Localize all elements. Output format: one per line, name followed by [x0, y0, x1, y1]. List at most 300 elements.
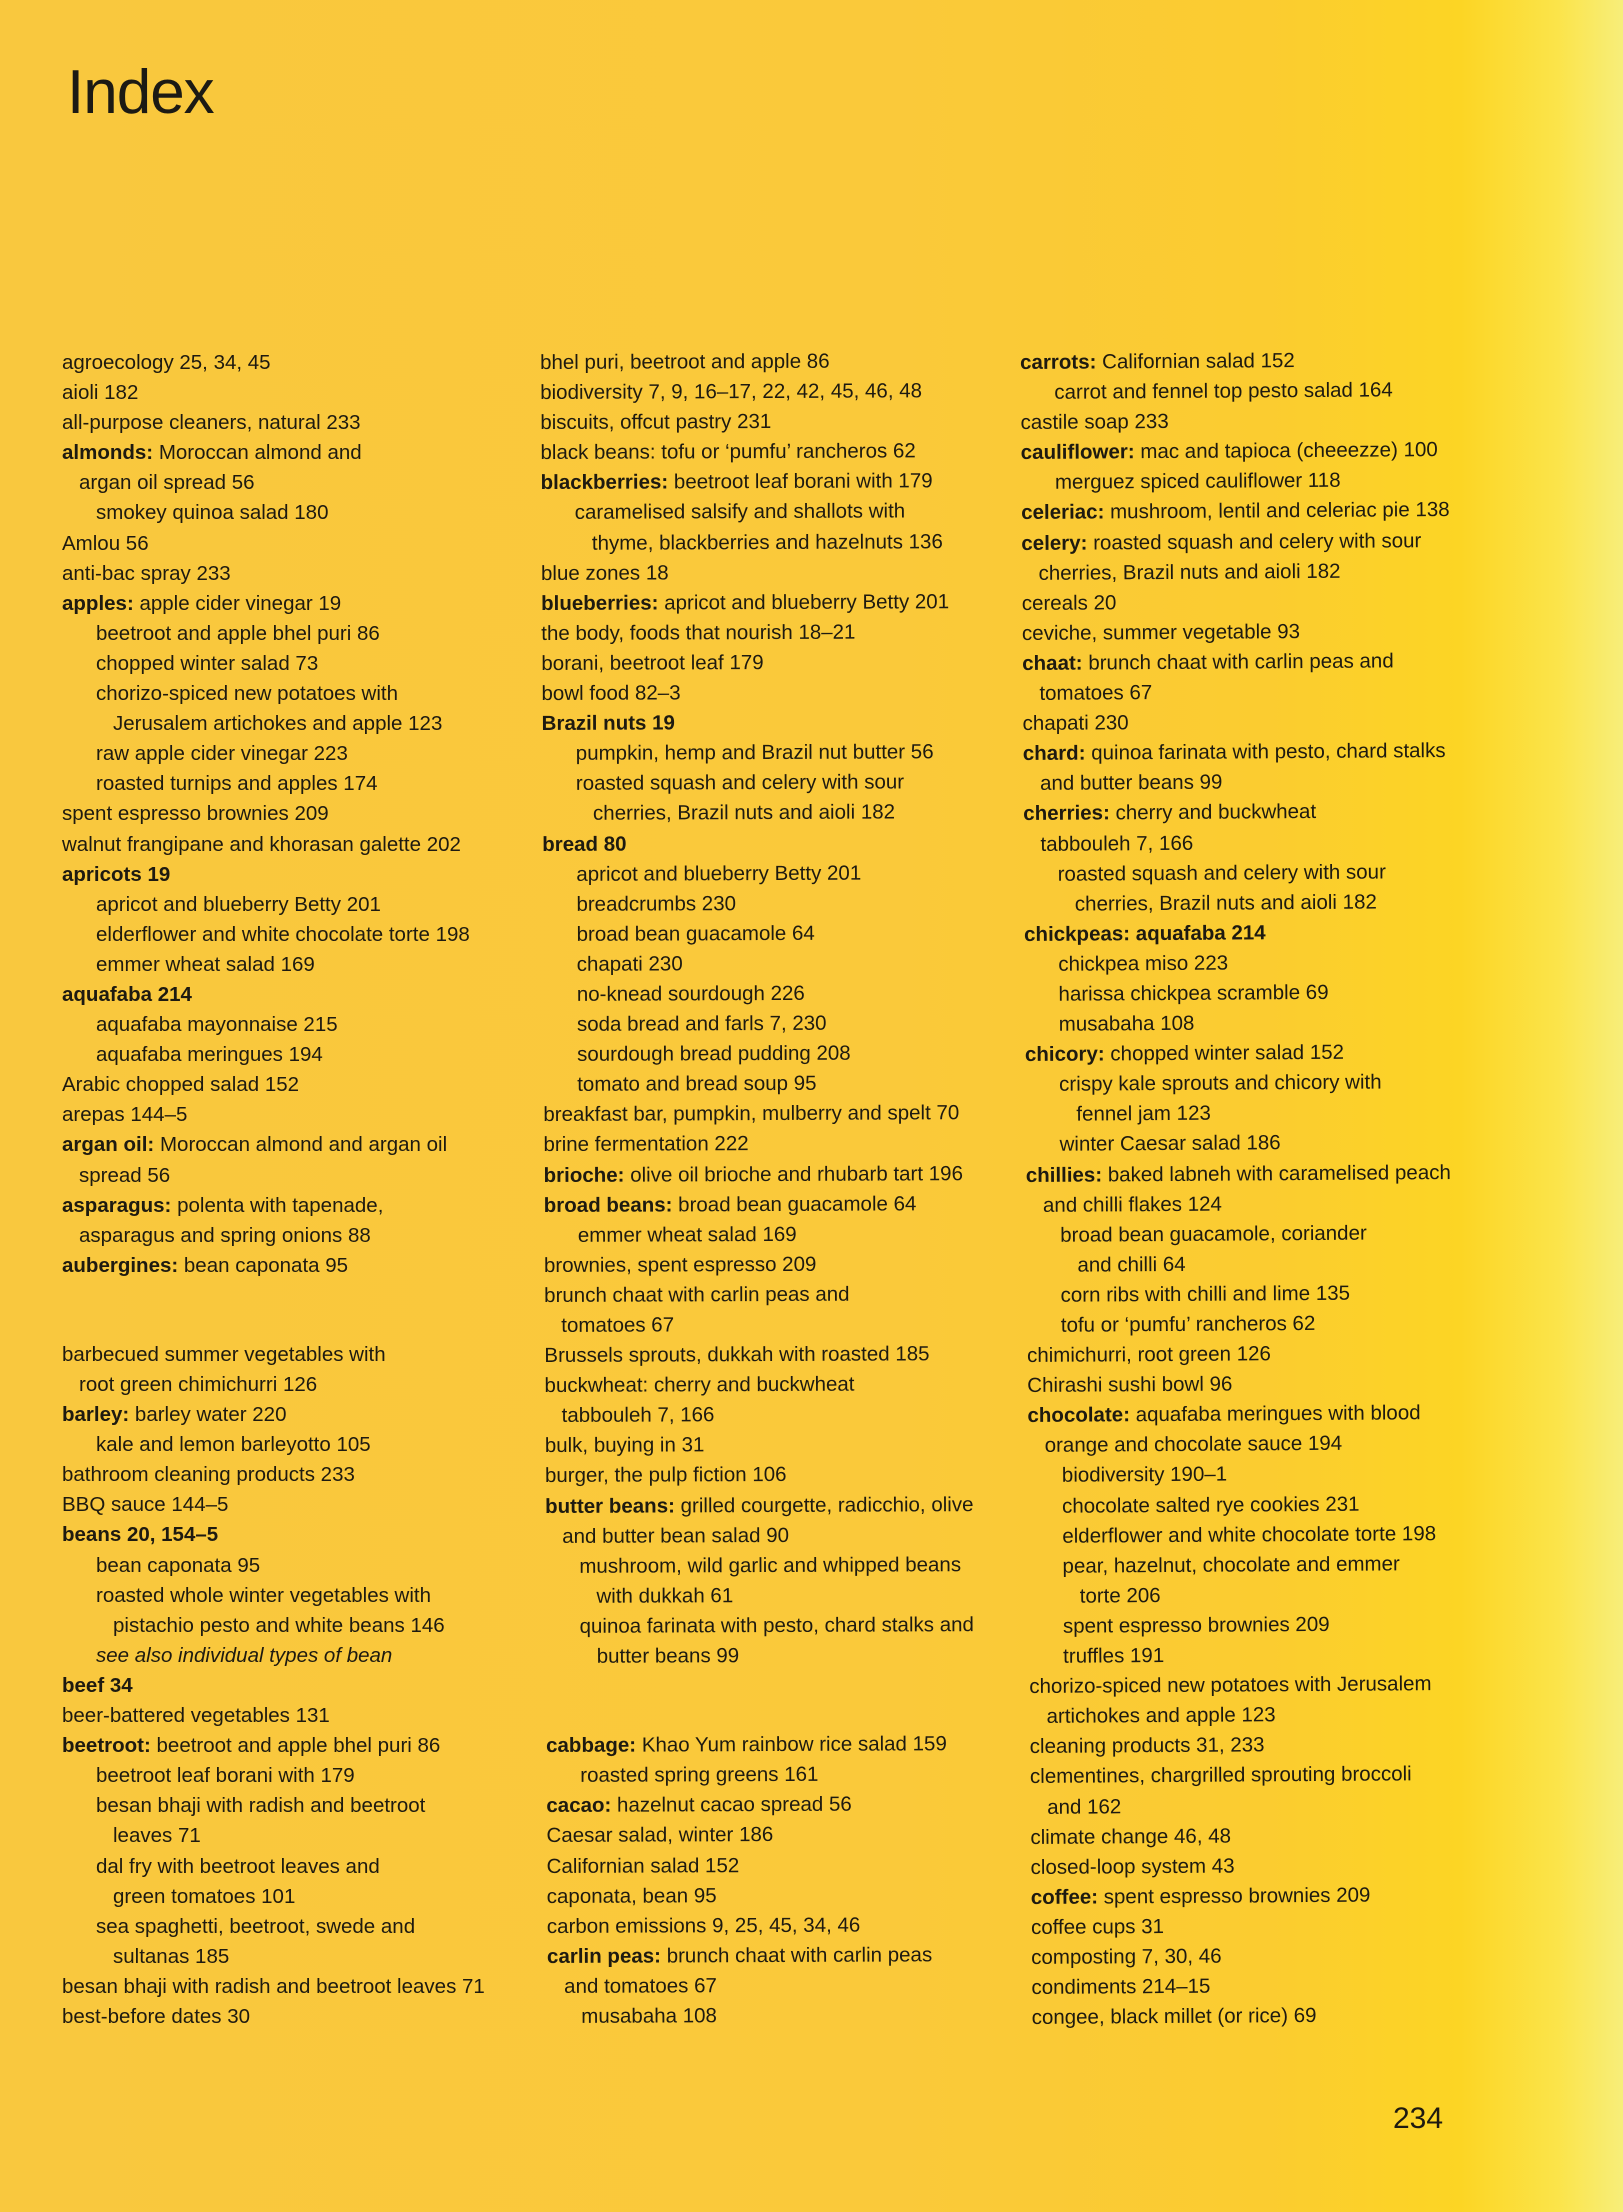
index-text: arepas 144–5	[62, 1103, 188, 1127]
index-text: coffee cups 31	[1030, 1914, 1165, 1939]
index-entry	[62, 1852, 532, 1882]
index-heading: brioche:	[543, 1163, 625, 1187]
index-heading: blueberries:	[541, 591, 659, 615]
index-heading: Brazil nuts 19	[541, 711, 675, 736]
index-text: black beans: tofu or ‘pumfu’ rancheros 62	[540, 439, 916, 465]
index-text: chopped winter salad 73	[96, 651, 319, 675]
index-heading: apples:	[62, 591, 134, 615]
index-entry	[1028, 1428, 1498, 1461]
index-entry	[1022, 676, 1492, 709]
index-entry	[545, 1429, 1015, 1461]
index-entry	[1029, 1699, 1499, 1732]
index-entry	[62, 1972, 532, 2002]
index-text: beetroot leaf borani with 179	[96, 1764, 355, 1788]
section-gap	[62, 1281, 532, 1340]
index-text: besan bhaji with radish and beetroot	[96, 1794, 426, 1818]
index-cross-reference: see also individual types of bean	[96, 1643, 393, 1667]
index-entry	[544, 1279, 1014, 1311]
index-text: kale and lemon barleyotto 105	[96, 1433, 371, 1457]
index-entry	[1030, 1729, 1500, 1762]
index-entry	[62, 438, 532, 468]
index-entry	[62, 1671, 532, 1701]
index-entry	[547, 2000, 1017, 2032]
index-entry	[544, 1249, 1014, 1281]
page-number: 234	[1393, 2102, 1444, 2135]
index-entry	[547, 1940, 1017, 1972]
index-entry	[544, 1219, 1014, 1251]
index-text: and tomatoes 67	[564, 1974, 717, 1998]
index-entry	[544, 1189, 1014, 1221]
index-text: chapati 230	[576, 952, 683, 976]
index-text: olive oil brioche and rhubarb tart 196	[624, 1161, 963, 1187]
index-entry	[545, 1580, 1015, 1612]
index-text: besan bhaji with radish and beetroot leaves 71	[62, 1974, 485, 1998]
index-entry	[62, 1761, 532, 1791]
index-entry	[62, 950, 532, 980]
index-heading: carlin peas:	[546, 1944, 662, 1968]
index-entry	[62, 1912, 532, 1942]
section-gap	[546, 1670, 1016, 1731]
index-entry	[1022, 616, 1492, 649]
index-text: butter beans 99	[596, 1644, 740, 1668]
index-entry	[62, 799, 532, 829]
index-text: bathroom cleaning products 233	[62, 1463, 355, 1487]
index-text: argan oil spread 56	[79, 471, 255, 495]
index-text: elderflower and white chocolate torte 198	[1062, 1521, 1437, 1548]
index-text: broad bean guacamole 64	[672, 1191, 917, 1217]
index-text: polenta with tapenade,	[171, 1193, 384, 1217]
index-text: ceviche, summer vegetable 93	[1021, 619, 1301, 645]
index-entry	[543, 1008, 1013, 1040]
index-entry	[1031, 1849, 1501, 1882]
index-text: chickpea miso 223	[1058, 951, 1229, 976]
index-text: breadcrumbs 230	[576, 891, 737, 916]
index-text: grilled courgette, radicchio, olive	[674, 1492, 974, 1517]
index-entry	[543, 1038, 1013, 1070]
index-text: dal fry with beetroot leaves and	[96, 1854, 380, 1878]
index-text: carrot and fennel top pesto salad 164	[1054, 378, 1393, 404]
index-entry	[1028, 1518, 1498, 1551]
index-entry	[62, 739, 532, 769]
index-text: apricot and blueberry Betty 201	[658, 589, 950, 615]
index-text: Caesar salad, winter 186	[546, 1823, 774, 1848]
index-text: Moroccan almond and argan oil	[154, 1133, 448, 1157]
index-entry	[62, 709, 532, 739]
index-entry	[547, 1880, 1017, 1912]
index-entry	[1027, 1368, 1497, 1401]
index-text: all-purpose cleaners, natural 233	[62, 411, 361, 435]
index-text: anti-bac spray 233	[62, 561, 231, 585]
index-entry	[1027, 1308, 1497, 1341]
index-entry	[542, 797, 1012, 829]
index-entry	[1031, 1910, 1501, 1943]
index-text: musabaha 108	[1058, 1011, 1195, 1036]
index-entry	[62, 1882, 532, 1912]
index-entry	[1024, 916, 1494, 949]
index-heading: chicory:	[1024, 1042, 1105, 1067]
index-text: and 162	[1047, 1794, 1122, 1819]
index-entry	[544, 1369, 1014, 1401]
index-text: broad bean guacamole, coriander	[1060, 1221, 1367, 1247]
index-entry	[62, 1490, 532, 1520]
index-text: cleaning products 31, 233	[1029, 1733, 1265, 1759]
index-column-2	[540, 346, 1017, 2032]
index-heading: butter beans:	[545, 1493, 675, 1518]
index-text: cherries, Brazil nuts and aioli 182	[1038, 559, 1341, 585]
index-text: bean caponata 95	[96, 1553, 261, 1577]
index-text: artichokes and apple 123	[1046, 1703, 1276, 1729]
index-entry	[541, 587, 1011, 619]
index-text: sultanas 185	[113, 1944, 230, 1968]
index-entry	[542, 737, 1012, 769]
index-text: closed-loop system 43	[1030, 1854, 1235, 1879]
index-entry	[1028, 1548, 1498, 1581]
index-entry	[542, 707, 1012, 739]
index-entry	[544, 1339, 1014, 1371]
index-text: burger, the pulp fiction 106	[544, 1463, 787, 1488]
index-entry	[1021, 555, 1491, 588]
index-text: chocolate salted rye cookies 231	[1062, 1492, 1360, 1518]
index-text: roasted spring greens 161	[580, 1763, 819, 1788]
index-entry	[1025, 1037, 1495, 1070]
index-text: tabbouleh 7, 166	[561, 1403, 715, 1428]
index-text: beetroot leaf borani with 179	[668, 469, 933, 494]
index-entry	[546, 1640, 1016, 1672]
index-entry	[1024, 856, 1494, 889]
index-text: aquafaba mayonnaise 215	[96, 1013, 338, 1037]
index-text: biscuits, offcut pastry 231	[540, 410, 772, 435]
index-entry	[62, 830, 532, 860]
index-entry	[1023, 826, 1493, 859]
index-entry	[62, 1191, 532, 1221]
index-entry	[62, 1460, 532, 1490]
index-entry	[62, 378, 532, 408]
index-text: thyme, blackberries and hazelnuts 136	[591, 529, 943, 555]
index-entry	[1026, 1187, 1496, 1220]
index-text: corn ribs with chilli and lime 135	[1060, 1281, 1351, 1307]
index-text: musabaha 108	[581, 2004, 717, 2028]
index-text: leaves 71	[113, 1824, 201, 1848]
index-text: chopped winter salad 152	[1104, 1040, 1345, 1066]
index-text: Khao Yum rainbow rice salad 159	[636, 1732, 947, 1757]
index-text: apricot and blueberry Betty 201	[576, 861, 862, 886]
index-text: tomatoes 67	[1039, 681, 1153, 705]
index-text: cereals 20	[1021, 591, 1117, 615]
index-text: composting 7, 30, 46	[1031, 1944, 1222, 1969]
index-text: and butter beans 99	[1039, 770, 1223, 796]
index-entry	[62, 1251, 532, 1281]
index-text: Californian salad 152	[1096, 349, 1295, 374]
index-entry	[1021, 465, 1491, 498]
index-heading: carrots:	[1020, 350, 1097, 374]
index-text: apple cider vinegar 19	[133, 591, 342, 615]
index-entry	[62, 980, 532, 1010]
index-entry	[1028, 1458, 1498, 1491]
index-entry	[545, 1520, 1015, 1552]
index-text: mac and tapioca (cheeezze) 100	[1134, 438, 1438, 464]
index-entry	[62, 1791, 532, 1821]
index-entry	[542, 858, 1012, 890]
index-text: crispy kale sprouts and chicory with	[1059, 1070, 1382, 1096]
index-entry	[62, 1821, 532, 1851]
index-heading: bread 80	[542, 832, 627, 856]
index-text: and chilli flakes 124	[1042, 1192, 1222, 1217]
index-entry	[542, 888, 1012, 920]
index-entry	[546, 1729, 1016, 1761]
index-text: roasted whole winter vegetables with	[96, 1583, 432, 1607]
index-entry	[62, 1221, 532, 1251]
index-entry	[1029, 1579, 1499, 1612]
index-text: Arabic chopped salad 152	[62, 1073, 300, 1097]
index-entry	[1021, 435, 1491, 468]
index-text: beetroot and apple bhel puri 86	[150, 1734, 441, 1758]
index-text: Moroccan almond and	[153, 441, 362, 465]
index-entry	[545, 1550, 1015, 1582]
index-entry	[62, 1370, 532, 1400]
index-entry	[1020, 405, 1490, 438]
index-entry	[542, 767, 1012, 799]
index-entry	[540, 346, 1010, 378]
index-text: chimichurri, root green 126	[1026, 1342, 1271, 1368]
index-entry	[544, 1158, 1014, 1190]
index-entry	[1022, 646, 1492, 679]
index-text: spent espresso brownies 209	[62, 802, 329, 826]
index-text: spent espresso brownies 209	[1097, 1883, 1371, 1909]
index-text: apricot and blueberry Betty 201	[96, 892, 381, 916]
index-text: caramelised salsify and shallots with	[574, 499, 906, 525]
index-entry	[1024, 886, 1494, 919]
index-entry	[546, 1789, 1016, 1821]
index-entry	[541, 496, 1011, 528]
index-text: cherries, Brazil nuts and aioli 182	[1074, 890, 1377, 916]
index-text: brunch chaat with carlin peas and	[1082, 649, 1394, 675]
index-heading: beans 20, 154–5	[62, 1523, 219, 1547]
index-text: brunch chaat with carlin peas	[660, 1943, 933, 1968]
index-entry	[541, 466, 1011, 498]
index-entry	[547, 1910, 1017, 1942]
index-entry	[62, 559, 532, 589]
index-heading: chocolate:	[1027, 1403, 1131, 1428]
index-text: and chilli 64	[1077, 1252, 1186, 1277]
index-heading: aubergines:	[62, 1253, 179, 1277]
index-text: quinoa farinata with pesto, chard stalks and	[579, 1613, 974, 1638]
index-column-1	[62, 348, 532, 2032]
index-entry	[62, 348, 532, 378]
index-entry	[1024, 977, 1494, 1010]
index-text: condiments 214–15	[1031, 1974, 1211, 2000]
index-entry	[543, 948, 1013, 980]
index-text: brownies, spent espresso 209	[543, 1252, 817, 1277]
index-heading: cacao:	[546, 1794, 612, 1818]
index-entry	[543, 1068, 1013, 1100]
index-entry	[62, 1340, 532, 1370]
index-text: and butter bean salad 90	[562, 1523, 790, 1548]
index-heading: barley:	[62, 1403, 130, 1427]
index-text: brunch chaat with carlin peas and	[544, 1282, 850, 1307]
index-text: cherries, Brazil nuts and aioli 182	[592, 800, 896, 826]
index-entry	[62, 1520, 532, 1550]
index-heading: chickpeas: aquafaba 214	[1024, 921, 1266, 946]
index-entry	[62, 649, 532, 679]
index-entry	[62, 1731, 532, 1761]
index-text: root green chimichurri 126	[79, 1373, 318, 1396]
index-text: castile soap 233	[1020, 410, 1169, 435]
index-heading: almonds:	[62, 441, 154, 465]
index-text: Chirashi sushi bowl 96	[1027, 1372, 1233, 1398]
index-text: fennel jam 123	[1076, 1102, 1211, 1126]
index-text: breakfast bar, pumpkin, mulberry and spelt 70	[543, 1101, 960, 1127]
index-entry	[1023, 706, 1493, 739]
index-entry	[1021, 495, 1491, 528]
index-heading: chard:	[1022, 741, 1086, 766]
index-heading: chillies:	[1025, 1162, 1103, 1187]
index-text: torte 206	[1079, 1583, 1161, 1608]
index-entry	[62, 589, 532, 619]
index-entry	[62, 2002, 532, 2032]
index-entry	[62, 1130, 532, 1160]
index-entry	[62, 1430, 532, 1460]
index-text: soda bread and farls 7, 230	[576, 1011, 827, 1036]
index-text: hazelnut cacao spread 56	[611, 1792, 852, 1818]
index-text: aquafaba meringues with blood	[1129, 1401, 1421, 1427]
index-text: brine fermentation 222	[543, 1132, 749, 1157]
index-text: agroecology 25, 34, 45	[62, 351, 271, 374]
index-entry	[542, 827, 1012, 859]
index-heading: asparagus:	[62, 1193, 172, 1217]
index-entry	[62, 1581, 532, 1611]
index-text: caponata, bean 95	[546, 1883, 717, 1908]
index-entry	[1024, 947, 1494, 980]
index-heading: broad beans:	[543, 1193, 673, 1217]
index-text: tomato and bread soup 95	[577, 1072, 817, 1097]
index-entry	[1028, 1488, 1498, 1521]
index-entry	[543, 978, 1013, 1010]
index-heading: cabbage:	[546, 1733, 637, 1758]
index-entry	[542, 918, 1012, 950]
index-entry	[1029, 1639, 1499, 1672]
index-entry	[62, 408, 532, 438]
index-text: biodiversity 190–1	[1061, 1463, 1228, 1488]
index-entry	[62, 1010, 532, 1040]
index-entry	[62, 1611, 532, 1641]
index-text: no-knead sourdough 226	[576, 981, 805, 1006]
index-entry	[540, 406, 1010, 438]
index-heading: cauliflower:	[1020, 440, 1135, 465]
index-text: carbon emissions 9, 25, 45, 34, 46	[546, 1913, 861, 1938]
index-text: Jerusalem artichokes and apple 123	[113, 712, 443, 736]
index-text: beetroot and apple bhel puri 86	[96, 621, 380, 645]
index-text: winter Caesar salad 186	[1059, 1131, 1281, 1157]
index-text: sea spaghetti, beetroot, swede and	[96, 1914, 416, 1938]
index-text: tabbouleh 7, 166	[1040, 831, 1194, 856]
index-entry	[544, 1309, 1014, 1341]
index-text: blue zones 18	[540, 561, 669, 585]
index-entry	[1031, 1940, 1501, 1973]
index-text: baked labneh with caramelised peach	[1102, 1160, 1451, 1186]
index-text: emmer wheat salad 169	[577, 1222, 797, 1247]
index-entry	[62, 1161, 532, 1191]
index-text: Amlou 56	[62, 531, 149, 555]
index-text: orange and chocolate sauce 194	[1044, 1432, 1343, 1458]
index-entry	[1032, 2000, 1502, 2033]
index-entry	[1020, 375, 1490, 408]
index-entry	[1022, 585, 1492, 618]
index-entry	[540, 436, 1010, 468]
index-entry	[541, 557, 1011, 589]
index-entry	[540, 376, 1010, 408]
index-text: beer-battered vegetables 131	[62, 1704, 330, 1728]
index-heading: cherries:	[1023, 801, 1110, 826]
index-entry	[1030, 1819, 1500, 1852]
index-text: bhel puri, beetroot and apple 86	[540, 349, 830, 374]
index-entry	[546, 1759, 1016, 1791]
index-text: biodiversity 7, 9, 16–17, 22, 42, 45, 46, 48	[540, 379, 923, 405]
index-text: walnut frangipane and khorasan galette 202	[62, 832, 461, 856]
index-entry	[546, 1610, 1016, 1642]
index-text: the body, foods that nourish 18–21	[541, 620, 856, 645]
index-entry	[1031, 1879, 1501, 1912]
index-text: chorizo-spiced new potatoes with	[96, 682, 398, 706]
index-text: quinoa farinata with pesto, chard stalks	[1085, 739, 1446, 765]
index-entry	[1030, 1759, 1500, 1792]
index-entry	[1025, 1097, 1495, 1130]
index-heading: blackberries:	[540, 470, 669, 495]
index-text: chorizo-spiced new potatoes with Jerusalem	[1029, 1672, 1432, 1699]
index-entry	[543, 1128, 1013, 1160]
index-entry	[545, 1399, 1015, 1431]
index-text: climate change 46, 48	[1030, 1824, 1232, 1849]
index-entry	[1025, 1007, 1495, 1040]
index-text: bowl food 82–3	[541, 681, 681, 706]
index-entry	[62, 769, 532, 799]
index-text: pear, hazelnut, chocolate and emmer	[1062, 1552, 1400, 1578]
index-text: spread 56	[79, 1163, 171, 1187]
index-entry	[1025, 1127, 1495, 1160]
index-entry	[545, 1459, 1015, 1491]
index-text: congee, black millet (or rice) 69	[1031, 2004, 1317, 2030]
index-text: mushroom, wild garlic and whipped beans	[579, 1552, 962, 1578]
index-entry	[1023, 736, 1493, 769]
index-entry	[62, 1942, 532, 1972]
index-text: cherry and buckwheat	[1109, 800, 1317, 825]
index-text: Californian salad 152	[546, 1853, 740, 1878]
index-entry	[62, 529, 532, 559]
index-text: barley water 220	[129, 1403, 287, 1427]
index-entry	[62, 498, 532, 528]
index-entry	[545, 1490, 1015, 1522]
index-heading: beef 34	[62, 1673, 133, 1697]
index-entry	[62, 1070, 532, 1100]
index-text: pistachio pesto and white beans 146	[113, 1613, 445, 1637]
index-text: best-before dates 30	[62, 2004, 251, 2028]
index-entry	[1026, 1157, 1496, 1190]
index-text: bean caponata 95	[178, 1253, 349, 1277]
index-text: aioli 182	[62, 381, 139, 405]
index-entry	[1020, 345, 1490, 378]
index-entry	[1030, 1789, 1500, 1822]
index-entry	[1026, 1248, 1496, 1281]
index-text: harissa chickpea scramble 69	[1058, 980, 1329, 1006]
index-text: pumpkin, hemp and Brazil nut butter 56	[575, 740, 934, 766]
index-heading: celery:	[1021, 531, 1088, 555]
index-entry	[541, 647, 1011, 679]
index-heading: celeriac:	[1021, 500, 1105, 525]
index-text: bulk, buying in 31	[544, 1433, 705, 1458]
index-heading: beetroot:	[62, 1734, 151, 1758]
index-text: emmer wheat salad 169	[96, 952, 315, 976]
index-entry	[541, 527, 1011, 559]
index-entry	[1027, 1338, 1497, 1371]
